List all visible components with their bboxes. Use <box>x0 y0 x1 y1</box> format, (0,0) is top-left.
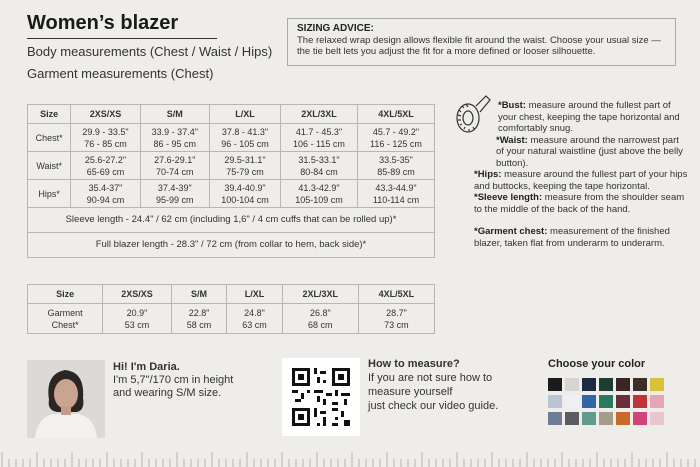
color-swatch[interactable] <box>548 395 562 408</box>
page-title: Women’s blazer <box>27 12 179 34</box>
row-label: Garment Chest* <box>28 304 103 334</box>
color-swatch[interactable] <box>650 378 664 391</box>
color-swatch[interactable] <box>548 378 562 391</box>
how-to-heading: How to measure? <box>368 358 460 370</box>
color-swatch[interactable] <box>582 378 596 391</box>
how-to-measure <box>368 357 498 413</box>
how-to-text: just check our video guide. <box>368 400 499 412</box>
color-swatch[interactable] <box>599 395 613 408</box>
table-cell: 31.5-33.1" 80-84 cm <box>281 152 358 180</box>
table-cell: 41.7 - 45.3" 106 - 115 cm <box>281 124 358 152</box>
table-cell: 39.4-40.9" 100-104 cm <box>209 180 280 208</box>
color-swatch[interactable] <box>616 412 630 425</box>
color-swatch[interactable] <box>616 378 630 391</box>
size-column-header: S/M <box>140 105 209 124</box>
color-swatch[interactable] <box>633 395 647 408</box>
table-cell: 45.7 - 49.2" 116 - 125 cm <box>357 124 434 152</box>
size-column-header: 2XL/3XL <box>282 285 358 304</box>
size-column-header: L/XL <box>227 285 282 304</box>
color-swatch[interactable] <box>599 378 613 391</box>
table-cell: 29.9 - 33.5" 76 - 85 cm <box>71 124 140 152</box>
table-cell: 25.6-27.2" 65-69 cm <box>71 152 140 180</box>
table-row-chest <box>28 124 435 152</box>
blazer-length-cell: Full blazer length - 28.3" / 72 cm (from collar to hem, back side)* <box>28 233 435 258</box>
ruler-decoration <box>0 444 700 467</box>
color-swatch[interactable] <box>616 395 630 408</box>
table-header-row <box>28 105 435 124</box>
color-swatch[interactable] <box>633 412 647 425</box>
table-cell: 43.3-44.9" 110-114 cm <box>357 180 434 208</box>
qr-code-icon[interactable] <box>282 358 360 436</box>
table-row-hips <box>28 180 435 208</box>
table-cell: 33.9 - 37.4" 86 - 95 cm <box>140 124 209 152</box>
size-column-header: 4XL/5XL <box>357 105 434 124</box>
color-swatch[interactable] <box>582 412 596 425</box>
size-header: Size <box>28 285 103 304</box>
sleeve-length-cell: Sleeve length - 24.4" / 62 cm (including 1,6" / 4 cm cuffs that can be rolled up)* <box>28 208 435 233</box>
size-column-header: 2XL/3XL <box>281 105 358 124</box>
size-column-header: 2XS/XS <box>71 105 140 124</box>
color-swatch[interactable] <box>565 412 579 425</box>
size-column-header: 4XL/5XL <box>358 285 434 304</box>
row-label: Waist* <box>28 152 71 180</box>
color-swatch[interactable] <box>599 412 613 425</box>
model-portrait-icon <box>27 360 105 438</box>
how-to-text: measure yourself <box>368 386 453 398</box>
table-header-row <box>28 285 435 304</box>
table-cell: 24.8" 63 cm <box>227 304 282 334</box>
size-column-header: L/XL <box>209 105 280 124</box>
row-label: Hips* <box>28 180 71 208</box>
model-info <box>113 361 233 400</box>
table-row-garment-chest <box>28 304 435 334</box>
color-swatch[interactable] <box>565 395 579 408</box>
table-row-blazer-length <box>28 233 435 258</box>
size-column-header: S/M <box>171 285 226 304</box>
table-cell: 29.5-31.1" 75-79 cm <box>209 152 280 180</box>
sizing-advice-text: The relaxed wrap design allows flexible fit around the waist. Choose your usual size — the tie belt lets you adjust the fit for a more defined or looser silhouette. <box>297 34 661 57</box>
table-cell: 35.4-37" 90-94 cm <box>71 180 140 208</box>
model-photo <box>27 360 105 438</box>
table-cell: 26.8" 68 cm <box>282 304 358 334</box>
color-swatch[interactable] <box>565 378 579 391</box>
model-size: and wearing S/M size. <box>113 387 222 399</box>
size-header: Size <box>28 105 71 124</box>
table-row-waist <box>28 152 435 180</box>
choose-color-title: Choose your color <box>548 358 646 370</box>
body-measurements-table <box>27 104 435 258</box>
row-label: Chest* <box>28 124 71 152</box>
table-row-sleeve-length <box>28 208 435 233</box>
model-height: I'm 5,7"/170 cm in height <box>113 374 234 386</box>
table-cell: 27.6-29.1" 70-74 cm <box>140 152 209 180</box>
color-swatch[interactable] <box>650 395 664 408</box>
table-cell: 22.8" 58 cm <box>171 304 226 334</box>
table-cell: 41.3-42.9" 105-109 cm <box>281 180 358 208</box>
sizing-advice-box <box>287 18 676 66</box>
color-swatch[interactable] <box>582 395 596 408</box>
subtitle-body-measurements: Body measurements (Chest / Waist / Hips) <box>27 44 273 59</box>
color-swatch[interactable] <box>650 412 664 425</box>
subtitle-garment-measurements: Garment measurements (Chest) <box>27 66 214 81</box>
table-cell: 37.4-39" 95-99 cm <box>140 180 209 208</box>
sizing-advice-heading: SIZING ADVICE: <box>297 23 374 34</box>
title-underline <box>27 38 217 39</box>
table-cell: 33.5-35" 85-89 cm <box>357 152 434 180</box>
how-to-text: If you are not sure how to <box>368 372 493 384</box>
model-greeting: Hi! I'm Daria. <box>113 361 180 373</box>
size-column-header: 2XS/XS <box>103 285 172 304</box>
color-swatch[interactable] <box>633 378 647 391</box>
table-cell: 20.9" 53 cm <box>103 304 172 334</box>
table-cell: 37.8 - 41.3" 96 - 105 cm <box>209 124 280 152</box>
measurement-guide: *Bust: measure around the fullest part of your chest, keeping the tape horizontal and comfortably snug. *Waist: measure around the narrowest part of your natural waistline (just above the belly button). *Hips: measure around the fullest part of your hips and buttocks, keeping the tape horizontal. *Sleeve length: measure from the shoulder seam to the middle of the back of the hand. *Garment chest: measurement of the finished blazer, taken flat from underarm to underarm. <box>474 100 688 249</box>
color-swatch[interactable] <box>548 412 562 425</box>
garment-measurements-table <box>27 284 435 334</box>
table-cell: 28.7" 73 cm <box>358 304 434 334</box>
